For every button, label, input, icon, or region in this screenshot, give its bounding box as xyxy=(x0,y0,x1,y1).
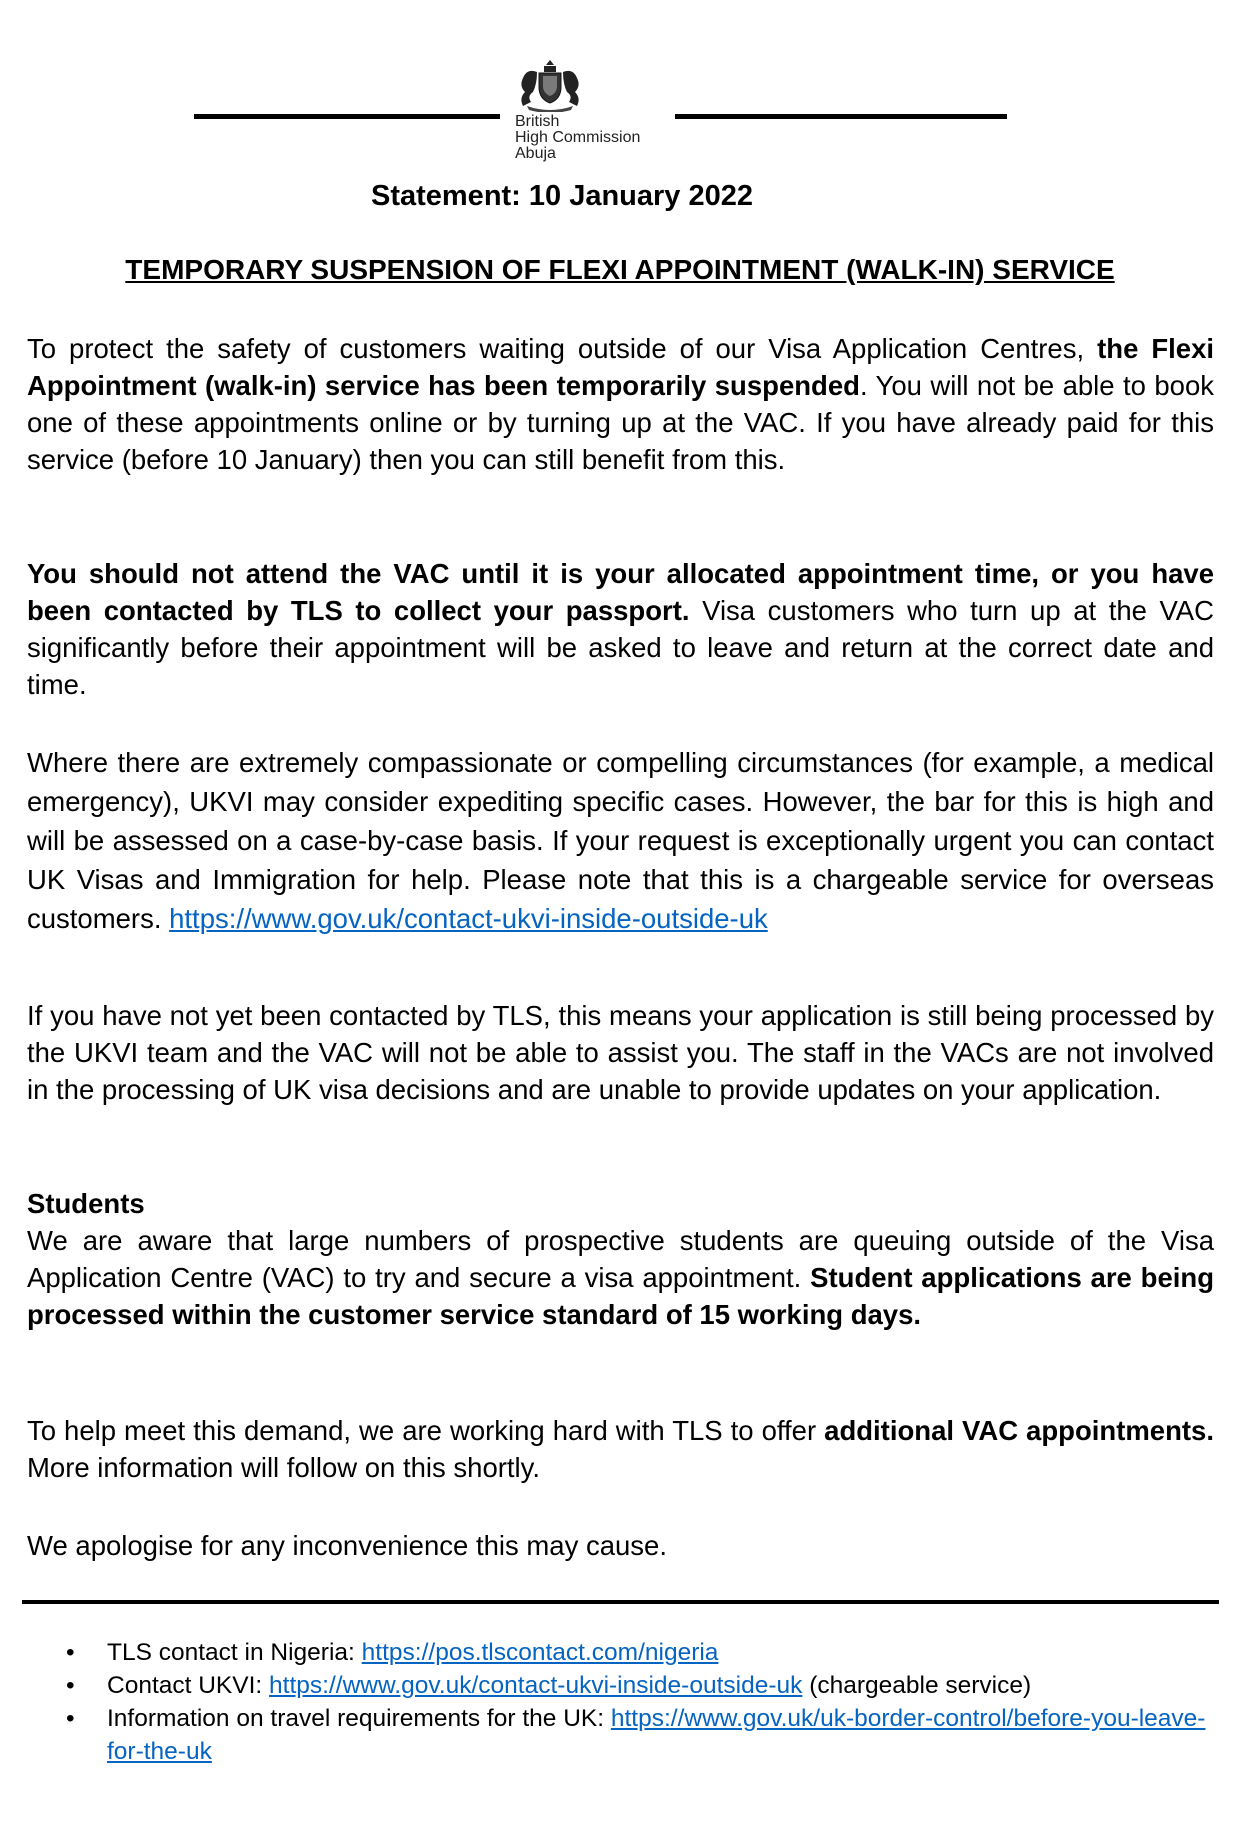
link-label: Contact UKVI: xyxy=(107,1672,270,1699)
travel-requirements-link[interactable]: https://www.gov.uk/uk-border-control/before-you-leave-for-the-uk xyxy=(107,1705,1206,1765)
text: If you have not yet been contacted by TLS, this means your application is still being processed by the UKVI team and the VAC will not be able to assist you. The staff in the VACs are not involved in the processing of UK visa decisions and are unable to provide updates on your application. xyxy=(27,1000,1214,1105)
bold-text: You should not attend the VAC until it is your allocated appointment time, or you have been contacted by TLS to collect your passport. xyxy=(27,558,1214,626)
link-label: TLS contact in Nigeria: xyxy=(107,1639,362,1666)
section-heading-students: Students xyxy=(27,1188,145,1219)
useful-links-list xyxy=(0,1636,1246,1768)
paragraph-additional-appointments xyxy=(27,1412,1214,1486)
list-item xyxy=(0,1702,1217,1768)
text: We are aware that large numbers of prospective students are queuing outside of the Visa Application Centre (VAC) to try and secure a visa appointment. xyxy=(27,1225,1214,1293)
logo-text xyxy=(515,114,640,162)
paragraph-tls-contact xyxy=(27,997,1214,1108)
contact-ukvi-link[interactable]: https://www.gov.uk/contact-ukvi-inside-outside-uk xyxy=(269,1672,803,1699)
british-high-commission-logo xyxy=(513,58,673,170)
header-rule-left xyxy=(194,114,500,119)
footer-divider xyxy=(22,1600,1219,1604)
bold-text: the Flexi Appointment (walk-in) service has been temporarily suspended xyxy=(27,333,1215,401)
text: Where there are extremely compassionate or compelling circumstances (for example, a medical emergency), UKVI may consider expediting specific cases. However, the bar for this is high and will be assessed on a case-by-case basis. If your request is exceptionally urgent you can contact UK Visas and Immigration for help. Please note that this is a chargeable service for overseas customers. xyxy=(27,747,1214,934)
tls-nigeria-link[interactable]: https://pos.tlscontact.com/nigeria xyxy=(361,1639,719,1666)
logo-line: Abuja xyxy=(515,145,556,162)
header-rule-right xyxy=(675,114,1007,119)
list-item xyxy=(0,1669,1217,1702)
statement-date: Statement: 10 January 2022 xyxy=(370,180,754,212)
link-suffix: (chargeable service) xyxy=(802,1672,1032,1699)
paragraph-students xyxy=(27,1185,1214,1333)
paragraph-apology xyxy=(27,1527,1214,1564)
text: More information will follow on this shortly. xyxy=(27,1452,541,1483)
logo-line: High Commission xyxy=(515,129,641,146)
royal-coat-of-arms-icon xyxy=(513,58,587,112)
text: . You will not be able to book one of these appointments online or by turning up at the VAC. If you have already paid for this service (before 10 January) then you can still benefit from this. xyxy=(27,370,1214,475)
link-label: Information on travel requirements for the UK: xyxy=(107,1705,611,1732)
bold-text: additional VAC appointments. xyxy=(824,1415,1214,1446)
text: To protect the safety of customers waiting outside of our Visa Application Centres, xyxy=(27,333,1098,364)
text: To help meet this demand, we are working hard with TLS to offer xyxy=(27,1415,825,1446)
logo-line: British xyxy=(515,113,560,130)
list-item xyxy=(0,1636,1217,1669)
text: Visa customers who turn up at the VAC significantly before their appointment will be asked to leave and return at the correct date and time. xyxy=(27,595,1214,700)
page-title: TEMPORARY SUSPENSION OF FLEXI APPOINTMENT (WALK-IN) SERVICE xyxy=(125,254,1115,285)
ukvi-contact-link[interactable]: https://www.gov.uk/contact-ukvi-inside-outside-uk xyxy=(169,903,768,934)
paragraph-attendance xyxy=(27,555,1214,703)
text: We apologise for any inconvenience this may cause. xyxy=(27,1530,667,1561)
paragraph-compassionate xyxy=(27,743,1214,938)
bold-text: Student applications are being processed within the customer service standard of 15 working days. xyxy=(27,1262,1214,1330)
paragraph-suspension xyxy=(27,330,1214,478)
